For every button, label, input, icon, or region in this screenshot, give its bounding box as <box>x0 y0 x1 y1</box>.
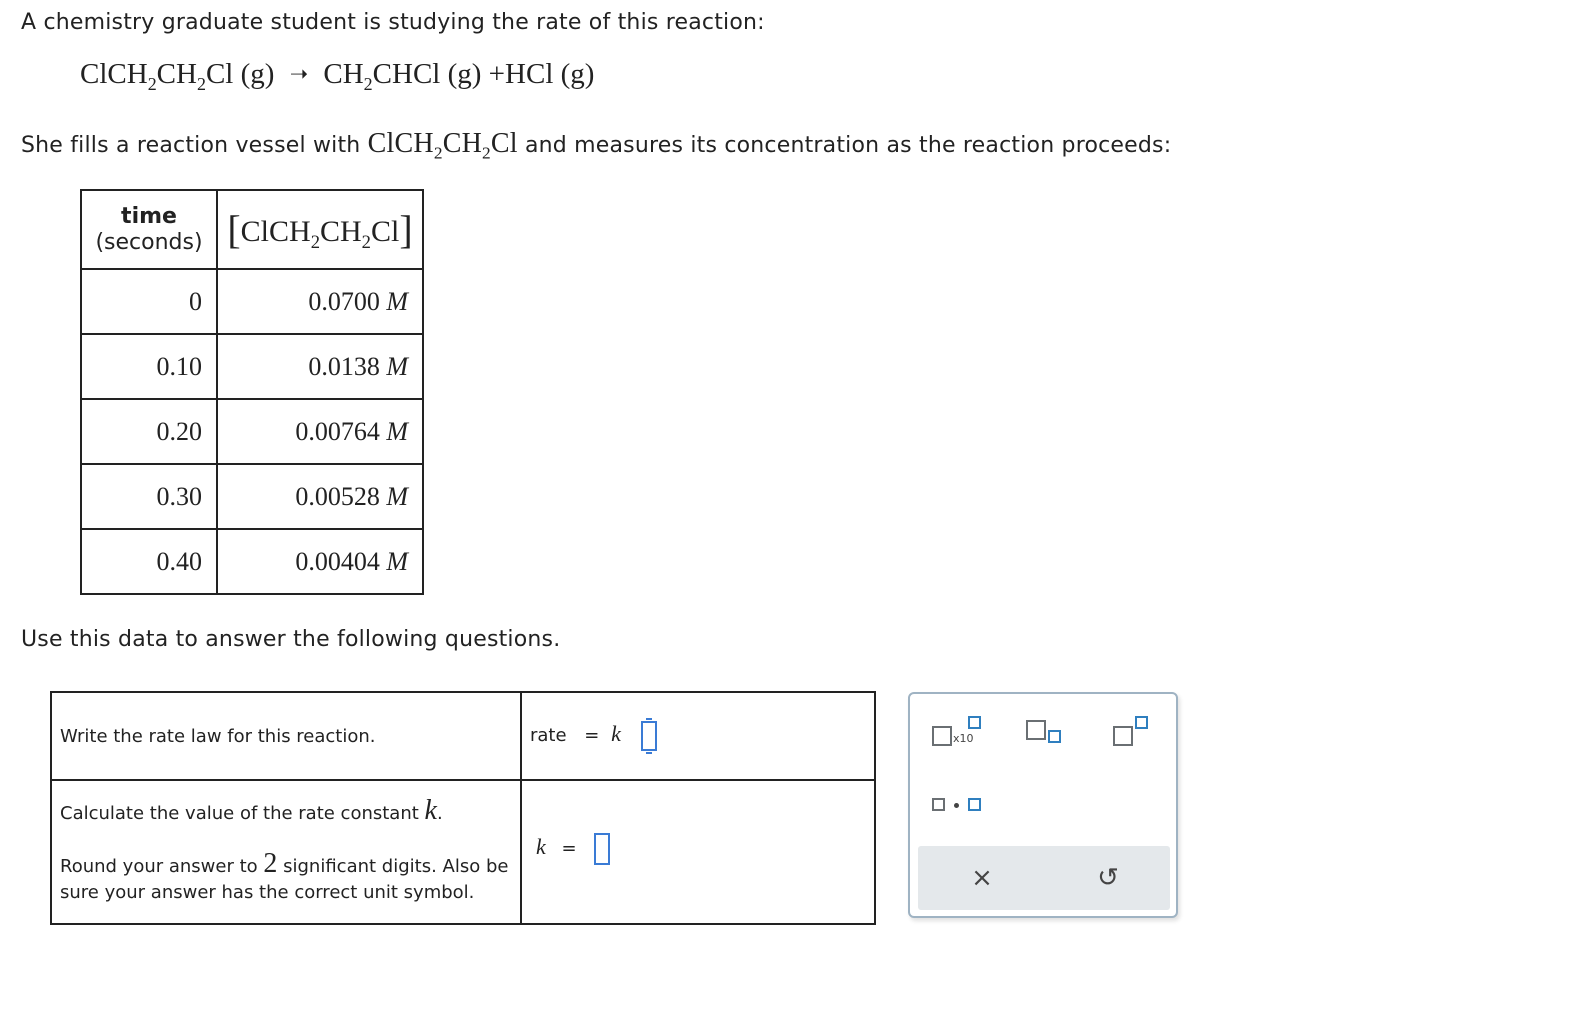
rate-law-prompt: Write the rate law for this reaction. <box>51 692 521 780</box>
product2-phase: (g) <box>560 58 595 90</box>
rate-constant-input[interactable] <box>594 833 610 865</box>
table-row: 0.30 0.00528 M <box>81 464 423 529</box>
intro-text: A chemistry graduate student is studying the rate of this reaction: <box>21 10 765 35</box>
multiply-dot-icon[interactable] <box>932 794 984 816</box>
product2-formula: HCl <box>505 58 554 90</box>
question-row-rate-law <box>51 692 875 780</box>
concentration-table <box>80 189 424 595</box>
superscript-icon[interactable] <box>1113 716 1153 750</box>
instruction-text: She fills a reaction vessel with $ClCH_2CH_2Cl$ and measures its concentration as the reaction proceeds: <box>21 128 1172 163</box>
palette-footer <box>918 846 1170 910</box>
use-data-text: Use this data to answer the following questions. <box>21 627 561 652</box>
reset-icon[interactable]: ↺ <box>1097 863 1119 893</box>
rate-law-input[interactable] <box>641 721 657 751</box>
rate-law-answer-cell: rate = k <box>521 692 875 780</box>
table-row: 0.20 0.00764 M <box>81 399 423 464</box>
product1-phase: (g) <box>447 58 482 90</box>
rate-constant-answer-cell: k = <box>521 780 875 924</box>
questions-table <box>50 691 876 925</box>
reaction-arrow-icon: ➝ <box>289 62 309 87</box>
reaction-equation <box>80 58 595 94</box>
time-header: time (seconds) <box>81 190 217 269</box>
inline-formula: $ClCH_2CH_2Cl$ <box>367 128 518 163</box>
concentration-header: $[ClCH_2CH_2Cl]$ <box>217 190 423 269</box>
table-row: 0.40 0.00404 M <box>81 529 423 594</box>
reactant-phase: (g) <box>240 58 275 90</box>
rate-constant-prompt: Calculate the value of the rate constant k. Round your answer to 2 significant digits. Also be sure your answer has the correct unit symbol. <box>51 780 521 924</box>
question-row-rate-constant <box>51 780 875 924</box>
plus-sign: + <box>488 58 506 90</box>
table-row: 0 0.0700 M <box>81 269 423 334</box>
product1-formula: $CH_2CHCl$ <box>323 58 441 94</box>
table-row: 0.10 0.0138 M <box>81 334 423 399</box>
reactant-formula: $ClCH_2CH_2Cl$ <box>80 58 234 94</box>
clear-button[interactable]: × <box>971 863 993 893</box>
math-palette <box>908 692 1178 918</box>
subscript-icon[interactable] <box>1026 716 1066 750</box>
scientific-notation-icon[interactable]: x10 <box>932 716 988 750</box>
table-header-row <box>81 190 423 269</box>
